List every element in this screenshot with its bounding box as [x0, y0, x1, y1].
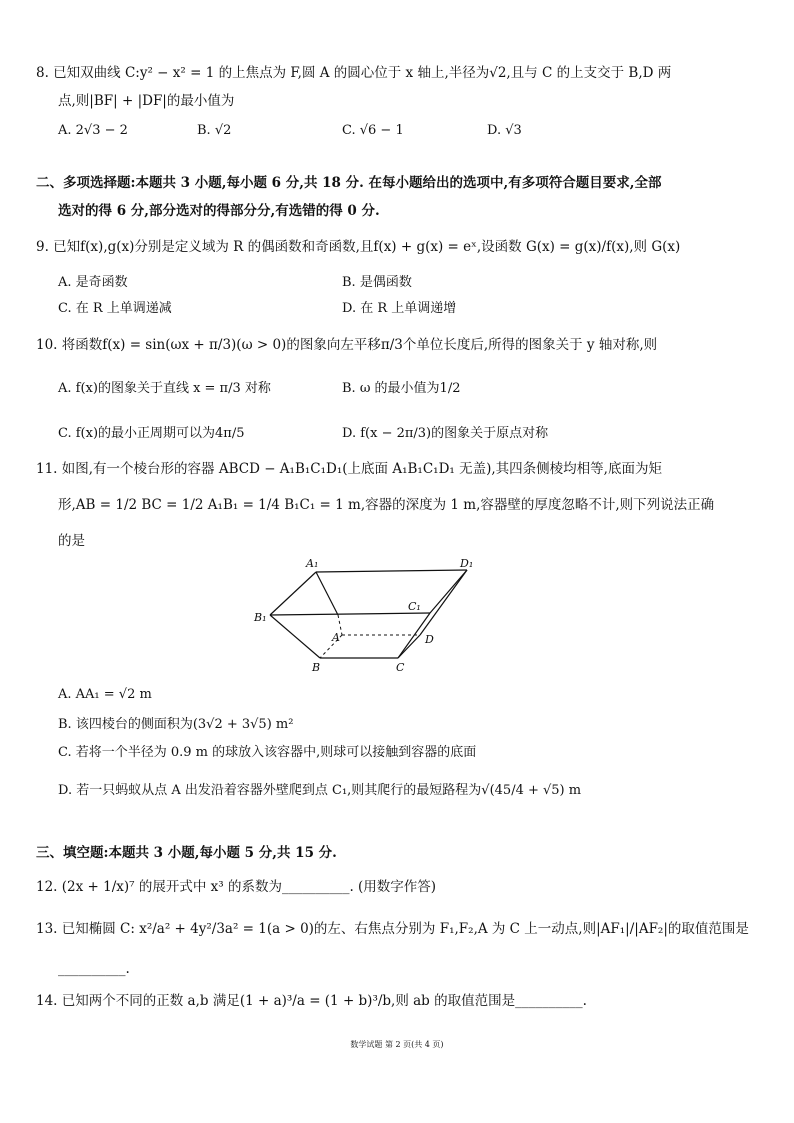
edge-cd	[398, 635, 420, 658]
q12-line: 12. (2x + 1/x)⁷ 的展开式中 x³ 的系数为__________. (用数字作答)	[36, 879, 437, 895]
q11-option-d: D. 若一只蚂蚁从点 A 出发沿着容器外壁爬到点 C₁,则其爬行的最短路程为√(45/4 + √5) m	[58, 783, 582, 798]
section3-header: 三、填空题:本题共 3 小题,每小题 5 分,共 15 分.	[36, 845, 337, 861]
q8-line2: 点,则|BF| + |DF|的最小值为	[58, 93, 235, 109]
edge-b1b	[270, 615, 320, 658]
edge-c1b1	[270, 613, 430, 615]
q11-line2: 形,AB = 1/2 BC = 1/2 A₁B₁ = 1/4 B₁C₁ = 1 m,容器的深度为 1 m,容器壁的厚度忽略不计,则下列说法正确	[58, 497, 715, 513]
q11-option-b: B. 该四棱台的侧面积为(3√2 + 3√5) m²	[58, 717, 294, 732]
q8-line1: 8. 已知双曲线 C:y² − x² = 1 的上焦点为 F,圆 A 的圆心位于 x 轴上,半径为√2,且与 C 的上支交于 B,D 两	[36, 65, 672, 81]
frustum-figure	[250, 555, 490, 680]
q13-line1: 13. 已知椭圆 C: x²/a² + 4y²/3a² = 1(a > 0)的左、右焦点分别为 F₁,F₂,A 为 C 上一动点,则|AF₁|/|AF₂|的取值范围是	[36, 921, 749, 937]
label-d1: D₁	[460, 557, 474, 570]
section2-line2: 选对的得 6 分,部分选对的得部分分,有选错的得 0 分.	[58, 203, 380, 219]
q8-option-a: A. 2√3 − 2	[58, 123, 128, 138]
edge-b1a1	[270, 572, 316, 615]
q8-option-c: C. √6 − 1	[342, 123, 404, 138]
q9-option-c: C. 在 R 上单调递减	[58, 301, 172, 316]
edge-a1d1	[316, 570, 467, 572]
q9-option-d: D. 在 R 上单调递增	[342, 301, 457, 316]
q11-option-c: C. 若将一个半径为 0.9 m 的球放入该容器中,则球可以接触到容器的底面	[58, 745, 477, 760]
label-c1: C₁	[408, 600, 421, 613]
section2-line1: 二、多项选择题:本题共 3 小题,每小题 6 分,共 18 分. 在每小题给出的选项中,有多项符合题目要求,全部	[36, 175, 662, 191]
q10-stem: 10. 将函数f(x) = sin(ωx + π/3)(ω > 0)的图象向左平移π/3个单位长度后,所得的图象关于 y 轴对称,则	[36, 337, 658, 353]
label-a: A	[332, 631, 340, 644]
q14-line: 14. 已知两个不同的正数 a,b 满足(1 + a)³/a = (1 + b)³/b,则 ab 的取值范围是__________.	[36, 993, 587, 1009]
q9-stem: 9. 已知f(x),g(x)分别是定义域为 R 的偶函数和奇函数,且f(x) + g(x) = eˣ,设函数 G(x) = g(x)/f(x),则 G(x)	[36, 239, 681, 255]
q9-option-a: A. 是奇函数	[58, 275, 128, 290]
q10-option-a: A. f(x)的图象关于直线 x = π/3 对称	[58, 381, 271, 396]
q10-option-d: D. f(x − 2π/3)的图象关于原点对称	[342, 426, 549, 441]
q8-option-b: B. √2	[197, 123, 232, 138]
q11-option-a: A. AA₁ = √2 m	[58, 687, 152, 702]
page-footer: 数学试题 第 2 页(共 4 页)	[350, 1040, 444, 1049]
q10-option-c: C. f(x)的最小正周期可以为4π/5	[58, 426, 245, 441]
q11-line3: 的是	[58, 533, 85, 549]
label-a1: A₁	[306, 557, 319, 570]
label-c: C	[396, 661, 405, 674]
q13-line2: __________.	[58, 961, 130, 977]
label-b1: B₁	[254, 611, 267, 624]
q8-option-d: D. √3	[487, 123, 522, 138]
q11-line1: 11. 如图,有一个棱台形的容器 ABCD − A₁B₁C₁D₁(上底面 A₁B₁C₁D₁ 无盖),其四条侧棱均相等,底面为矩	[36, 461, 662, 477]
label-b: B	[312, 661, 321, 674]
label-d: D	[425, 633, 434, 646]
edge-d1c1	[430, 570, 467, 613]
q10-option-b: B. ω 的最小值为1/2	[342, 381, 461, 396]
q9-option-b: B. 是偶函数	[342, 275, 412, 290]
edge-d1d	[420, 570, 467, 635]
edge-a1a-upper	[316, 572, 338, 615]
